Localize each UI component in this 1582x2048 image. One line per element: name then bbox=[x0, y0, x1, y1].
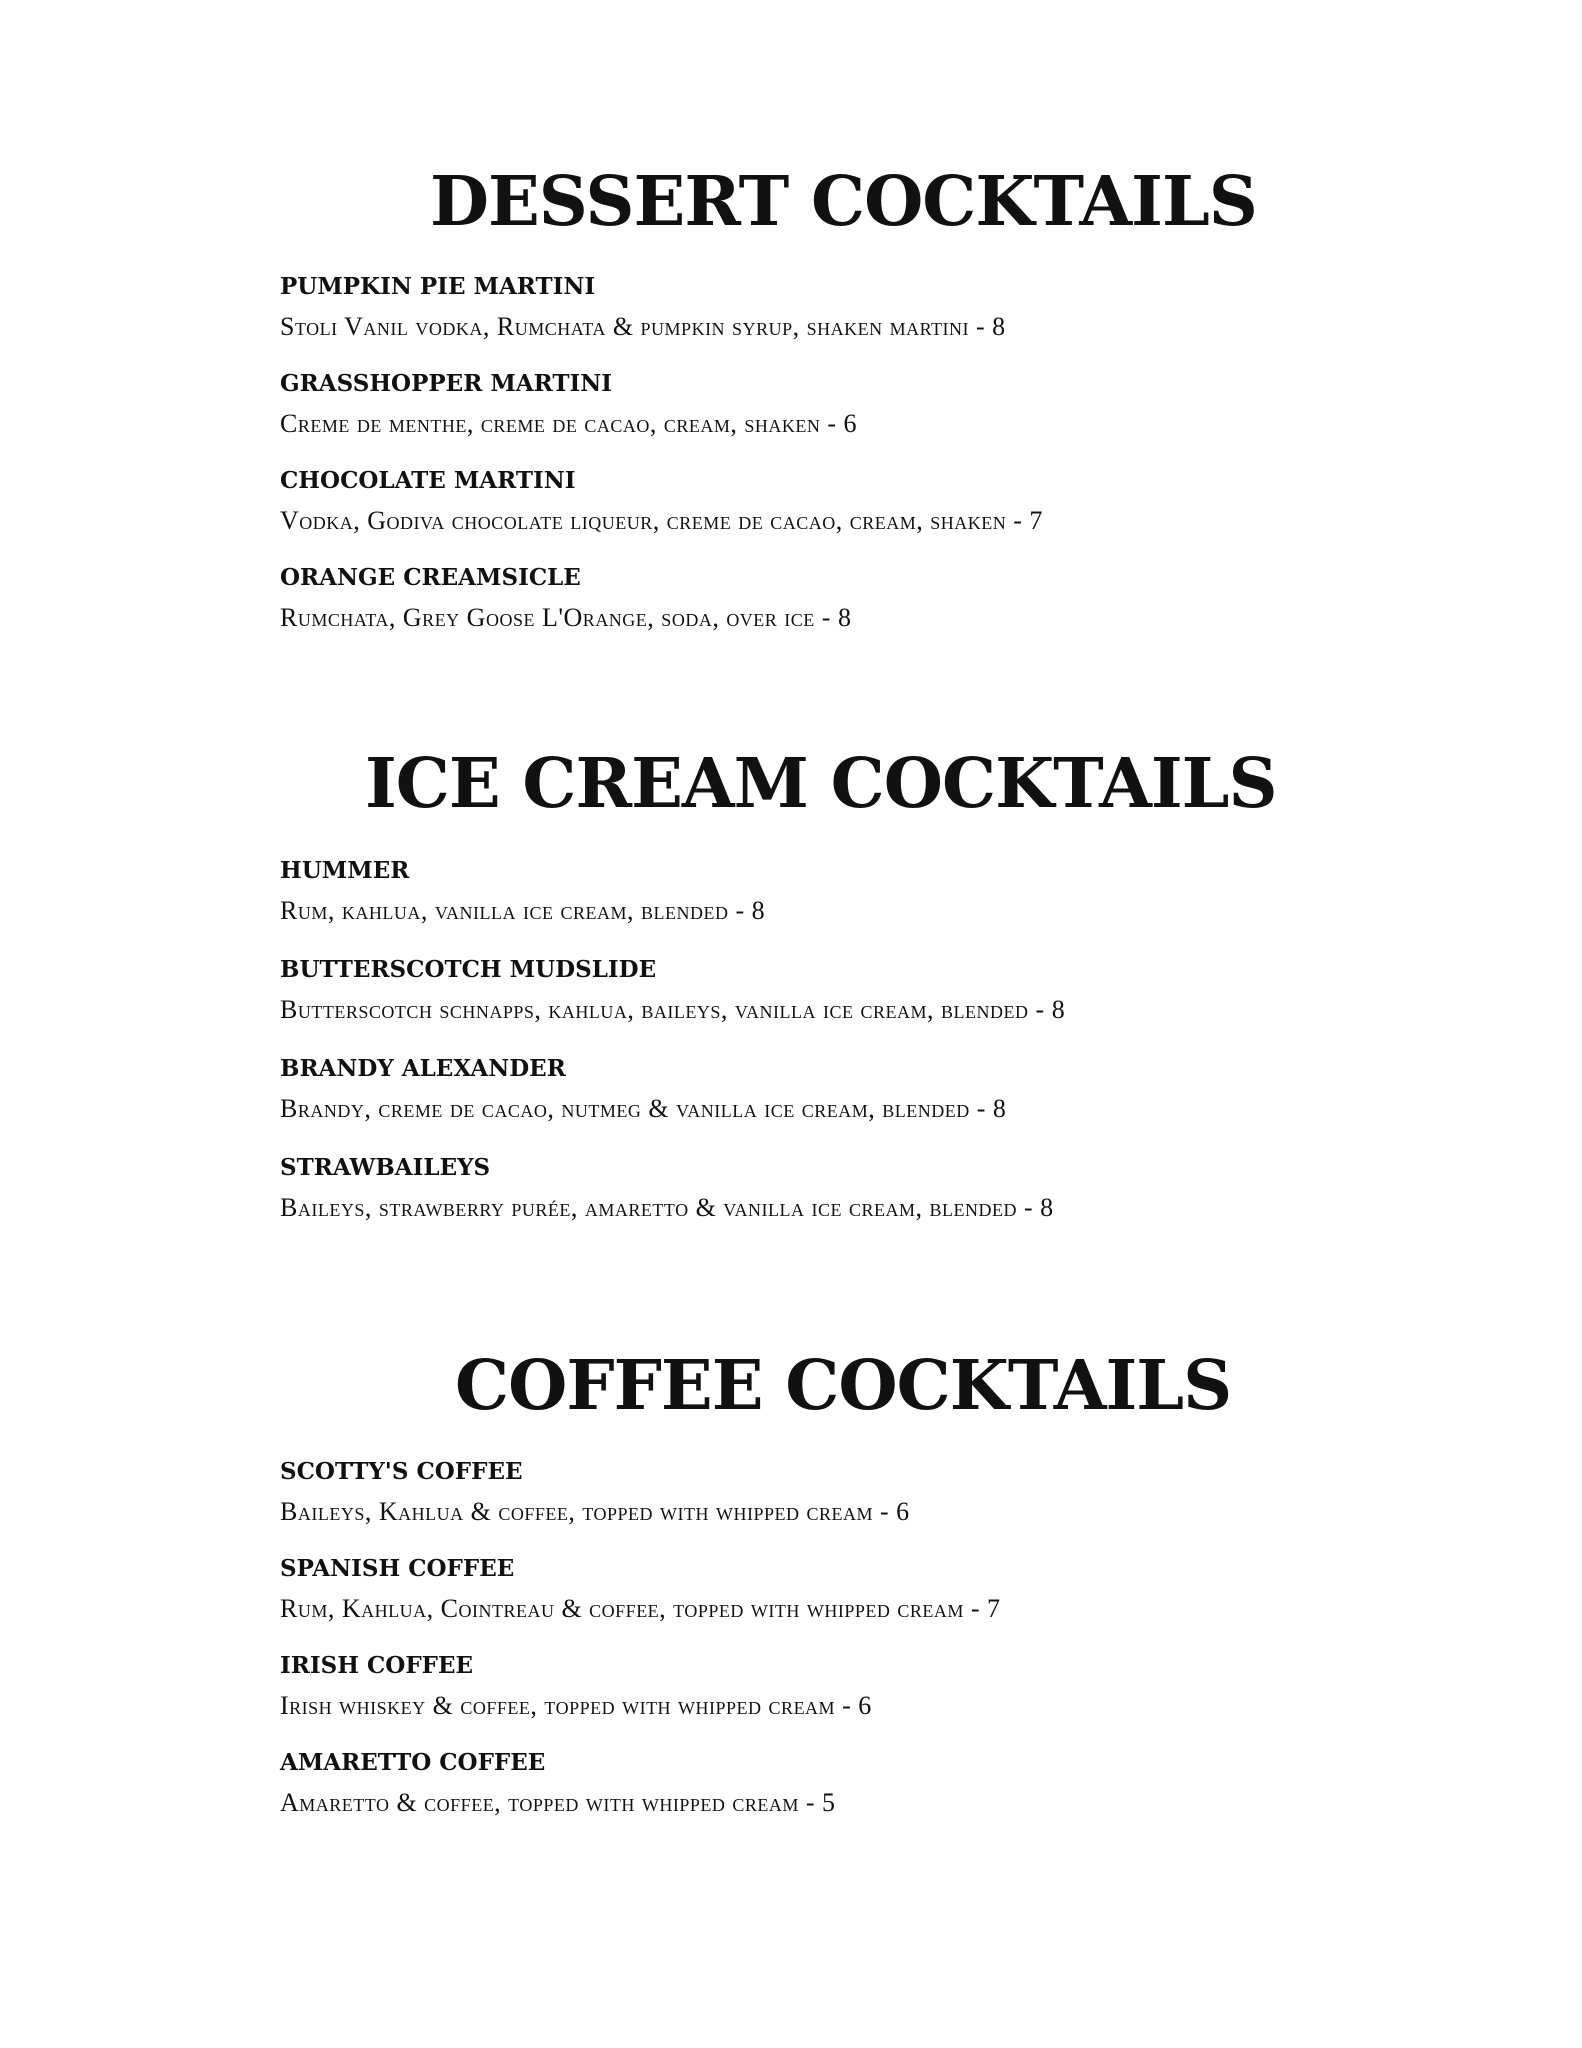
menu-item-description: Creme de menthe, creme de cacao, cream, shaken - 6 bbox=[280, 409, 858, 438]
menu-item-description: Vodka, Godiva chocolate liqueur, creme de cacao, cream, shaken - 7 bbox=[280, 506, 1043, 535]
menu-item-name: BUTTERSCOTCH MUDSLIDE bbox=[280, 956, 657, 983]
section-title: COFFEE COCKTAILS bbox=[455, 1346, 1232, 1426]
menu-item-description: Brandy, creme de cacao, nutmeg & vanilla ice cream, blended - 8 bbox=[280, 1094, 1007, 1123]
menu-item-description: Baileys, strawberry purée, amaretto & vanilla ice cream, blended - 8 bbox=[280, 1193, 1054, 1222]
section-title: DESSERT COCKTAILS bbox=[430, 162, 1257, 242]
menu-item-name: CHOCOLATE MARTINI bbox=[280, 467, 576, 494]
menu-item-name: STRAWBAILEYS bbox=[280, 1154, 491, 1181]
menu-item bbox=[280, 466, 1380, 536]
menu-item-description: Stoli Vanil vodka, Rumchata & pumpkin syrup, shaken martini - 8 bbox=[280, 312, 1006, 341]
menu-item bbox=[280, 1651, 1380, 1721]
menu-item bbox=[280, 856, 1380, 926]
menu-item bbox=[280, 1457, 1380, 1527]
menu-item-description: Rumchata, Grey Goose L'Orange, soda, over ice - 8 bbox=[280, 603, 852, 632]
menu-item-description: Rum, Kahlua, Cointreau & coffee, topped with whipped cream - 7 bbox=[280, 1594, 1001, 1623]
menu-item-description: Rum, kahlua, vanilla ice cream, blended - 8 bbox=[280, 896, 766, 925]
menu-item bbox=[280, 1748, 1380, 1818]
menu-item bbox=[280, 563, 1380, 633]
menu-item-description: Baileys, Kahlua & coffee, topped with whipped cream - 6 bbox=[280, 1497, 910, 1526]
menu-item-name: BRANDY ALEXANDER bbox=[280, 1055, 566, 1082]
menu-item-name: AMARETTO COFFEE bbox=[280, 1749, 546, 1776]
menu-item bbox=[280, 955, 1380, 1025]
menu-item-name: SPANISH COFFEE bbox=[280, 1555, 515, 1582]
menu-item bbox=[280, 1054, 1380, 1124]
section-title: ICE CREAM COCKTAILS bbox=[365, 744, 1277, 824]
menu-item-name: PUMPKIN PIE MARTINI bbox=[280, 273, 596, 300]
menu-item-name: IRISH COFFEE bbox=[280, 1652, 474, 1679]
menu-item-name: SCOTTY'S COFFEE bbox=[280, 1458, 523, 1485]
menu-item-name: GRASSHOPPER MARTINI bbox=[280, 370, 612, 397]
menu-item-name: HUMMER bbox=[280, 857, 410, 884]
menu-item-description: Amaretto & coffee, topped with whipped cream - 5 bbox=[280, 1788, 836, 1817]
menu-item-name: ORANGE CREAMSICLE bbox=[280, 564, 581, 591]
menu-item-description: Butterscotch schnapps, kahlua, baileys, vanilla ice cream, blended - 8 bbox=[280, 995, 1066, 1024]
menu-item-description: Irish whiskey & coffee, topped with whipped cream - 6 bbox=[280, 1691, 872, 1720]
menu-item bbox=[280, 1554, 1380, 1624]
menu-item bbox=[280, 1153, 1380, 1223]
menu-item bbox=[280, 272, 1380, 342]
menu-item bbox=[280, 369, 1380, 439]
